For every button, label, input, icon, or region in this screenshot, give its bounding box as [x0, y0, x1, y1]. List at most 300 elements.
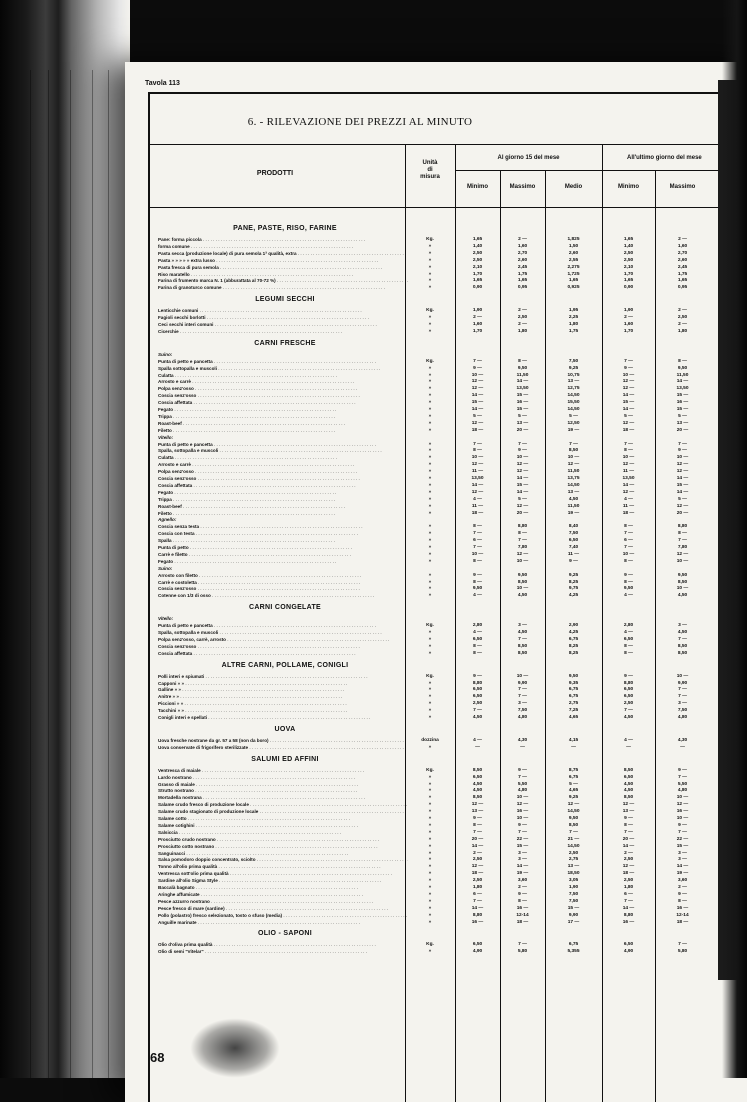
ink-smudge: [190, 1018, 280, 1078]
min-ultimo-cell: 18 —: [622, 510, 635, 516]
product-label: Farina di granoturco comune . . .: [158, 284, 408, 291]
min-15-cell: 4 —: [473, 496, 482, 502]
max-ultimo-cell: 14 —: [676, 864, 689, 870]
medio-cell: 9 —: [569, 558, 578, 564]
min-ultimo-cell: 13,50: [622, 476, 635, 481]
medio-cell: 19 —: [567, 427, 580, 433]
min-ultimo-cell: 8 —: [624, 448, 633, 454]
medio-cell: 2,90: [568, 623, 579, 629]
max-ultimo-cell: 10 —: [676, 673, 689, 679]
medio-cell: 7,25: [568, 708, 579, 714]
book-gutter-shadow: [0, 0, 130, 1078]
min-15-cell: 10 —: [471, 372, 484, 378]
min-15-cell: 9 —: [473, 365, 482, 371]
min-15-cell: 8 —: [473, 822, 482, 828]
medio-cell: 8,25: [568, 643, 579, 649]
min-ultimo-cell: 12 —: [622, 864, 635, 870]
max-ultimo-cell: 8 —: [678, 531, 687, 537]
header-unita-1: Unità: [422, 160, 438, 166]
min-ultimo-cell: 4,50: [623, 788, 634, 794]
min-ultimo-cell: 2,50: [623, 701, 634, 707]
min-ultimo-cell: 10 —: [622, 372, 635, 378]
header-unita-2: di: [427, 167, 433, 173]
max-15-cell: 15 —: [516, 393, 529, 399]
max-ultimo-cell: 2,50: [677, 315, 688, 321]
min-15-cell: 7 —: [473, 898, 482, 904]
unit-cell: »: [428, 579, 432, 585]
min-ultimo-cell: 14 —: [622, 843, 635, 849]
max-ultimo-cell: 16 —: [676, 809, 689, 815]
unit-cell: »: [428, 694, 432, 700]
max-ultimo-cell: 4,30: [677, 737, 688, 743]
header-massimo-1: Massimo: [509, 184, 536, 190]
max-15-cell: 8 —: [518, 358, 527, 364]
product-label: Ventresca di maiale . . .: [158, 767, 408, 774]
medio-cell: 7,50: [568, 531, 579, 537]
medio-cell: 2,25: [568, 315, 579, 321]
medio-cell: 4,65: [568, 715, 579, 720]
product-label: Ventresca sott'olio prima qualità . . .: [158, 870, 408, 877]
min-15-cell: 7 —: [473, 545, 482, 550]
max-ultimo-cell: 2 —: [678, 885, 687, 890]
min-15-cell: 2,80: [472, 623, 483, 629]
product-label: Salame crudo stagionato di produzione locale . . .: [158, 808, 408, 815]
product-label: Filetto . . .: [158, 427, 408, 434]
min-ultimo-cell: 7 —: [624, 708, 633, 714]
product-label: Sardine all'olio Sigma Style . . .: [158, 877, 408, 884]
min-15-cell: 6,50: [472, 694, 483, 700]
max-15-cell: 8,80: [517, 524, 528, 530]
min-ultimo-cell: 12 —: [622, 420, 635, 426]
product-label: Tacchini » » . . .: [158, 707, 408, 714]
medio-cell: 8,25: [568, 650, 579, 656]
product-label: Fegato . . .: [158, 558, 408, 565]
min-ultimo-cell: 12 —: [622, 386, 635, 392]
product-label: Carrè e filetto . . .: [158, 551, 408, 558]
product-label: Salsiccia . . .: [158, 829, 408, 836]
max-ultimo-cell: 15 —: [676, 843, 689, 849]
unit-cell: »: [428, 891, 432, 897]
min-ultimo-cell: 1,65: [623, 237, 634, 242]
product-label: Pollo (polastro) fresco selezionato, tosto o sfuso (media) . . .: [158, 912, 408, 919]
min-ultimo-cell: 9 —: [624, 572, 633, 578]
medio-cell: 7,50: [568, 891, 579, 897]
max-ultimo-cell: 5,50: [677, 781, 688, 787]
max-15-cell: 2 —: [518, 237, 527, 242]
unit-cell: »: [428, 708, 432, 714]
max-15-cell: 7 —: [518, 636, 527, 642]
max-ultimo-cell: 22 —: [676, 836, 689, 842]
product-label: Lenticchie comuni . . .: [158, 307, 408, 314]
medio-cell: 7,50: [568, 358, 579, 364]
max-15-cell: 19 —: [516, 871, 529, 877]
unit-cell: »: [428, 379, 432, 385]
max-15-cell: 7 —: [518, 829, 527, 835]
max-ultimo-cell: 12 —: [676, 462, 689, 468]
min-15-cell: 1,60: [472, 322, 483, 327]
min-15-cell: 8 —: [473, 558, 482, 564]
min-15-cell: 18 —: [471, 427, 484, 433]
max-15-cell: 7,50: [517, 708, 528, 714]
max-15-cell: 20 —: [516, 427, 529, 433]
max-15-cell: 7 —: [518, 942, 527, 948]
max-15-cell: 4,50: [517, 593, 528, 599]
min-15-cell: 12 —: [471, 379, 484, 385]
page-right-shadow: [722, 0, 747, 1078]
medio-cell: 12,75: [567, 386, 580, 392]
max-ultimo-cell: 4,80: [677, 715, 688, 720]
max-ultimo-cell: 5 —: [678, 496, 687, 502]
medio-cell: 17 —: [567, 919, 580, 925]
min-15-cell: 8 —: [473, 643, 482, 649]
product-label: Riso maratello . . .: [158, 271, 408, 278]
product-label: Roast-beef . . .: [158, 503, 408, 510]
min-ultimo-cell: 14 —: [622, 407, 635, 412]
product-label: Coscia senz'osso . . .: [158, 475, 408, 482]
max-ultimo-cell: 9 —: [678, 891, 687, 897]
medio-cell: 14,50: [567, 407, 580, 412]
min-15-cell: 2 —: [473, 850, 482, 856]
max-15-cell: 7 —: [518, 694, 527, 700]
unit-cell: »: [428, 264, 432, 270]
max-15-cell: 3,60: [517, 878, 528, 884]
medio-cell: 1,825: [567, 237, 580, 242]
header-medio: Medio: [564, 184, 583, 190]
max-ultimo-cell: 3 —: [678, 857, 687, 863]
min-15-cell: —: [475, 744, 480, 750]
unit-cell: »: [428, 510, 432, 516]
min-ultimo-cell: 7 —: [624, 829, 633, 835]
medio-cell: 1,80: [568, 322, 579, 327]
unit-cell: »: [428, 441, 432, 447]
max-ultimo-cell: 7 —: [678, 636, 687, 642]
max-15-cell: 12 —: [516, 462, 529, 468]
unit-cell: »: [428, 781, 432, 787]
product-label: Pesce azzurro nostrano . . .: [158, 898, 408, 905]
header-prodotti: PRODOTTI: [256, 170, 294, 177]
unit-cell: »: [428, 593, 432, 599]
medio-cell: 11,50: [567, 503, 580, 509]
medio-cell: 19 —: [567, 510, 580, 516]
max-ultimo-cell: 15 —: [676, 482, 689, 488]
max-ultimo-cell: 20 —: [676, 510, 689, 516]
max-15-cell: 3 —: [518, 857, 527, 863]
min-ultimo-cell: 14 —: [622, 393, 635, 399]
min-15-cell: 12 —: [471, 489, 484, 495]
product-label: Culatta . . .: [158, 454, 408, 461]
medio-cell: 9,25: [568, 795, 579, 801]
max-ultimo-cell: 7 —: [678, 687, 687, 693]
product-label: Fegato . . .: [158, 489, 408, 496]
unit-cell: »: [428, 455, 432, 461]
min-15-cell: 4,50: [472, 781, 483, 787]
min-15-cell: 18 —: [471, 510, 484, 516]
medio-cell: 7,50: [568, 898, 579, 904]
min-ultimo-cell: 11 —: [622, 503, 635, 509]
product-label: Polli interi e spiumati . . .: [158, 673, 408, 680]
product-label: Uova conservate di frigorifero sterilizzate . . .: [158, 744, 408, 751]
max-15-cell: 9,50: [517, 572, 528, 578]
max-ultimo-cell: 2 —: [678, 237, 687, 242]
product-label: Salame cotighini . . .: [158, 822, 408, 829]
max-15-cell: 5 —: [518, 413, 527, 419]
max-ultimo-cell: 7,80: [677, 545, 688, 550]
unit-cell: »: [428, 545, 432, 550]
medio-cell: 15,50: [567, 400, 580, 406]
medio-cell: 6,75: [568, 694, 579, 700]
product-label: Uova fresche nostrane da gr. 57 a 58 (non da boro) . . .: [158, 737, 408, 744]
unit-cell: »: [428, 257, 432, 263]
medio-cell: 2,60: [568, 250, 579, 256]
max-ultimo-cell: 12 —: [676, 503, 689, 509]
max-15-cell: 2 —: [518, 885, 527, 890]
max-ultimo-cell: 8,50: [677, 579, 688, 585]
max-ultimo-cell: 7 —: [678, 829, 687, 835]
max-15-cell: 4,50: [517, 630, 528, 635]
min-15-cell: 10 —: [471, 455, 484, 461]
min-ultimo-cell: 2,10: [623, 264, 634, 270]
max-15-cell: 5,80: [517, 949, 528, 955]
min-15-cell: 9 —: [473, 673, 482, 679]
min-ultimo-cell: 8 —: [624, 650, 633, 656]
product-label: Coscia senz'osso . . .: [158, 392, 408, 399]
min-15-cell: 8,80: [472, 680, 483, 686]
unit-cell: »: [428, 788, 432, 794]
section-heading: SALUMI ED AFFINI: [251, 755, 319, 763]
unit-cell: »: [428, 496, 432, 502]
unit-cell: Kg.: [426, 237, 434, 242]
medio-cell: 9,90: [568, 912, 579, 918]
min-15-cell: 9,50: [472, 586, 483, 592]
min-ultimo-cell: 1,65: [623, 278, 634, 284]
min-15-cell: 16 —: [471, 919, 484, 925]
unit-cell: »: [428, 278, 432, 284]
section-heading: OLIO - SAPONI: [257, 930, 313, 938]
medio-cell: 6,75: [568, 774, 579, 780]
product-label: Aringhe affumicate . . .: [158, 891, 408, 898]
unit-cell: »: [428, 365, 432, 371]
min-15-cell: 8 —: [473, 650, 482, 656]
medio-cell: 4,25: [568, 630, 579, 635]
min-ultimo-cell: 9 —: [624, 816, 633, 821]
min-15-cell: 8 —: [473, 579, 482, 585]
product-label: Mortadella nostrana . . .: [158, 794, 408, 801]
min-15-cell: 15 —: [471, 400, 484, 406]
unit-cell: »: [428, 503, 432, 509]
min-15-cell: 2,50: [472, 257, 483, 263]
product-label: Coscia affettata . . .: [158, 482, 408, 489]
unit-cell: »: [428, 822, 432, 828]
max-ultimo-cell: 14 —: [676, 489, 689, 495]
medio-cell: 14,50: [567, 843, 580, 849]
min-ultimo-cell: 7 —: [624, 898, 633, 904]
min-15-cell: 12 —: [471, 864, 484, 870]
medio-cell: 9,35: [568, 680, 579, 686]
min-15-cell: 2 —: [473, 315, 482, 321]
unit-cell: »: [428, 871, 432, 877]
min-15-cell: 8 —: [473, 448, 482, 454]
unit-cell: »: [428, 250, 432, 256]
min-ultimo-cell: 7 —: [624, 545, 633, 550]
medio-cell: 4,25: [568, 593, 579, 599]
max-ultimo-cell: 11,50: [676, 372, 689, 378]
product-label: Piccioni » » . . .: [158, 700, 408, 707]
medio-cell: 8,50: [568, 448, 579, 454]
max-ultimo-cell: 14 —: [676, 476, 689, 481]
medio-cell: 4,15: [568, 737, 579, 743]
product-label: Capponi » » . . .: [158, 680, 408, 687]
product-label: Prosciutto crudo nostrano . . .: [158, 836, 408, 843]
product-label: Polpa senz'osso, carrè, arrosto . . .: [158, 636, 408, 643]
unit-cell: »: [428, 687, 432, 693]
page-title: 6. - RILEVAZIONE DEI PREZZI AL MINUTO: [247, 116, 473, 128]
max-ultimo-cell: 7 —: [678, 441, 687, 447]
medio-cell: 11,50: [567, 469, 580, 475]
medio-cell: 14,50: [567, 482, 580, 488]
min-15-cell: 9 —: [473, 816, 482, 821]
min-15-cell: 1,70: [472, 271, 483, 277]
product-label: Coscia affettata . . .: [158, 399, 408, 406]
max-ultimo-cell: 12-14: [676, 912, 689, 918]
max-ultimo-cell: 13 —: [676, 420, 689, 426]
unit-cell: »: [428, 271, 432, 277]
max-15-cell: 7,80: [517, 545, 528, 550]
min-ultimo-cell: 8,80: [623, 912, 634, 918]
max-ultimo-cell: 15 —: [676, 407, 689, 412]
max-15-cell: 4,80: [517, 715, 528, 720]
product-label: Culatta . . .: [158, 372, 408, 379]
max-ultimo-cell: 2,60: [677, 257, 688, 263]
min-ultimo-cell: 16 —: [622, 919, 635, 925]
medio-cell: 4,50: [568, 496, 579, 502]
max-15-cell: 15 —: [516, 482, 529, 488]
max-15-cell: 8 —: [518, 898, 527, 904]
header-minimo-2: Minimo: [618, 184, 639, 190]
max-ultimo-cell: 12 —: [676, 551, 689, 557]
unit-cell: »: [428, 829, 432, 835]
medio-cell: 18,50: [567, 871, 580, 877]
max-ultimo-cell: 10 —: [676, 558, 689, 564]
max-ultimo-cell: 3,60: [677, 878, 688, 884]
min-ultimo-cell: 0,90: [623, 285, 634, 291]
header-bottom-rule: [148, 207, 747, 208]
unit-cell: »: [428, 802, 432, 808]
min-15-cell: 13 —: [471, 809, 484, 815]
max-ultimo-cell: 0,95: [677, 285, 688, 291]
min-ultimo-cell: 9 —: [624, 673, 633, 679]
max-15-cell: 10 —: [516, 558, 529, 564]
max-ultimo-cell: 9,50: [677, 572, 688, 578]
max-ultimo-cell: 2 —: [678, 308, 687, 314]
unit-cell: »: [428, 816, 432, 821]
product-label: Punta di petto e pancetta . . .: [158, 441, 408, 448]
min-ultimo-cell: 7 —: [624, 358, 633, 364]
min-ultimo-cell: 6,50: [623, 694, 634, 700]
min-ultimo-cell: 10 —: [622, 551, 635, 557]
unit-cell: Kg.: [426, 673, 434, 679]
max-ultimo-cell: 3 —: [678, 623, 687, 629]
unit-cell: »: [428, 643, 432, 649]
product-label: Coscia con testa . . .: [158, 530, 408, 537]
max-ultimo-cell: 9 —: [678, 448, 687, 454]
max-ultimo-cell: 10 —: [676, 586, 689, 592]
max-15-cell: 8,50: [517, 579, 528, 585]
medio-cell: 1,75: [568, 328, 579, 334]
min-15-cell: 7 —: [473, 829, 482, 835]
max-ultimo-cell: 20 —: [676, 427, 689, 433]
max-15-cell: 9 —: [518, 822, 527, 828]
medio-cell: 13 —: [567, 489, 580, 495]
max-15-cell: 7 —: [518, 441, 527, 447]
product-label: Coscia affettata . . .: [158, 650, 408, 657]
product-label: Fagioli secchi borlotti . . .: [158, 314, 408, 321]
min-15-cell: 14 —: [471, 843, 484, 849]
min-15-cell: 2,10: [472, 264, 483, 270]
medio-cell: 4,65: [568, 788, 579, 794]
max-15-cell: 7 —: [518, 538, 527, 544]
min-15-cell: 8,50: [472, 795, 483, 801]
unit-cell: »: [428, 809, 432, 815]
header-top-rule: [148, 144, 747, 145]
medio-cell: 7 —: [569, 829, 578, 835]
max-15-cell: 10 —: [516, 586, 529, 592]
product-label: Sanguinacci . . .: [158, 850, 408, 857]
medio-cell: 13 —: [567, 864, 580, 870]
min-ultimo-cell: 12 —: [622, 462, 635, 468]
medio-cell: —: [571, 744, 576, 750]
min-ultimo-cell: 18 —: [622, 427, 635, 433]
max-ultimo-cell: 12 —: [676, 802, 689, 808]
min-ultimo-cell: —: [626, 744, 631, 750]
product-label: Spalla . . .: [158, 537, 408, 544]
max-15-cell: 1,60: [517, 243, 528, 249]
unit-cell: »: [428, 551, 432, 557]
max-15-cell: 14 —: [516, 379, 529, 385]
min-ultimo-cell: 6,50: [623, 774, 634, 780]
min-ultimo-cell: 8,50: [623, 795, 634, 801]
max-15-cell: 2,50: [517, 315, 528, 321]
unit-cell: »: [428, 898, 432, 904]
medio-cell: 5,355: [567, 949, 580, 955]
max-15-cell: 16 —: [516, 400, 529, 406]
product-label: Polpa senz'osso . . .: [158, 468, 408, 475]
product-label: Pane: forma piccola . . .: [158, 236, 408, 243]
unit-cell: »: [428, 285, 432, 291]
product-label: Fegato . . .: [158, 406, 408, 413]
max-15-cell: 5 —: [518, 496, 527, 502]
max-15-cell: 20 —: [516, 510, 529, 516]
min-15-cell: 11 —: [471, 469, 484, 475]
medio-cell: 9,25: [568, 365, 579, 371]
medio-cell: 13 —: [567, 379, 580, 385]
max-15-cell: 10 —: [516, 455, 529, 461]
min-15-cell: 11 —: [471, 503, 484, 509]
medio-cell: 8,50: [568, 822, 579, 828]
section-heading: PANE, PASTE, RISO, FARINE: [233, 225, 337, 232]
max-ultimo-cell: 10 —: [676, 455, 689, 461]
product-label: Tonno all'olio prima qualità . . .: [158, 863, 408, 870]
min-15-cell: 6,50: [472, 774, 483, 780]
medio-cell: 2,75: [568, 701, 579, 707]
min-ultimo-cell: 6,50: [623, 687, 634, 693]
max-15-cell: 2,45: [517, 264, 528, 270]
unit-cell: Kg.: [426, 942, 434, 948]
min-ultimo-cell: 8 —: [624, 643, 633, 649]
unit-cell: »: [428, 636, 432, 642]
header-massimo-2: Massimo: [669, 184, 696, 190]
product-label: Trippa . . .: [158, 496, 408, 503]
product-label: Conigli interi e spellati . . .: [158, 714, 408, 721]
